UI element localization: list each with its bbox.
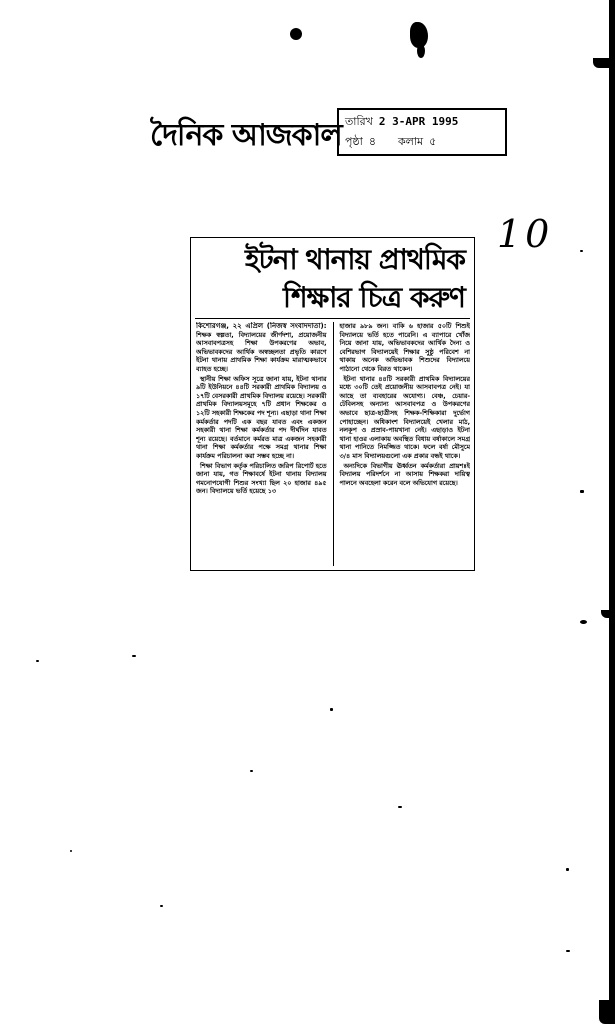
stamp-date-row — [345, 112, 499, 132]
stamp-column-label: কলাম — [397, 135, 424, 148]
scan-edge-notch — [599, 1000, 615, 1024]
newspaper-masthead: দৈনিক আজকাল — [150, 118, 342, 153]
scan-speck — [398, 806, 402, 808]
scan-speck — [580, 250, 583, 252]
scan-speck — [36, 660, 39, 662]
handwritten-page-number: 10 — [497, 212, 554, 256]
punch-hole-mark — [290, 28, 302, 40]
headline-line-2: শিক্ষার চিত্র করুণ — [283, 281, 465, 314]
scan-speck — [160, 905, 163, 907]
scan-speck — [566, 868, 569, 871]
scan-right-edge — [609, 0, 615, 1024]
punch-hole-mark — [417, 44, 425, 58]
article-column-1 — [196, 322, 327, 566]
article-paragraph — [196, 322, 327, 374]
article-headline — [197, 241, 465, 317]
headline-line-1: ইটনা থানায় প্রাথমিক — [244, 243, 465, 276]
scan-speck — [580, 620, 587, 624]
article-paragraph: স্থানীয় শিক্ষা অফিস সূত্রে জানা যায়, ইটনা থানার ৯টি ইউনিয়নে ৪৪টি সরকারী প্রাথমিক বিদ্যালয় ও ১৭টি বেসরকারী প্রাথমিক বিদ্যালয় রয়েছে। সরকারী প্রাথমিক বিদ্যালয়সমূহে ৭টি প্রধান শিক্ষকের ও ১২টি সহকারী শিক্ষকের পদ শূন্য। এছাড়া থানা শিক্ষা কর্মকর্তার পদটি এক বছর যাবত এবং একজন সহকারী থানা শিক্ষা কর্মকর্তার পদ দীর্ঘদিন যাবত শূন্য রয়েছে। বর্তমানে কর্মরত মাত্র একজন সহকারী থানা শিক্ষা কর্মকর্তার পক্ষে সমগ্র থানার শিক্ষা কার্যক্রম পরিচালনা করা সম্ভব হচ্ছে না। — [196, 374, 327, 460]
article-paragraph: অন্যদিকে বিভাগীয় ঊর্ধ্বতন কর্মকর্তারা প্রায়শঃই বিদ্যালয় পরিদর্শনে না আসায় শিক্ষকরা দায়িত্ব পালনে অবহেলা করেন বলে অভিযোগ রয়েছে। — [339, 461, 470, 487]
article-paragraph: ইটনা থানার ৪৪টি সরকারী প্রাথমিক বিদ্যালয়ের মধ্যে ৩০টি তেই প্রয়োজনীয় আসবাবপত্র নেই। যা আছে তা ব্যবহারের অযোগ্য। বেঞ্চ, চেয়ার-টেবিলসহ অন্যান্য আসবাবপত্র ও উপকরণের অভাবে ছাত্র-ছাত্রীসহ শিক্ষক-শিক্ষিকারা দুর্ভোগ পোহাচ্ছেন। অধিকাংশ বিদ্যালয়েই খেলার মাঠ, নলকূপ ও প্রস্রাব-পায়খানা নেই। এছাড়াও ইটনা থানা হাওর এলাকায় অবস্থিত বিধায় বর্ষাকালে সমগ্র থানা পানিতে নিমজ্জিত থাকে। ফলে বর্ষা মৌসুমে ৩/৪ মাস বিদ্যালয়গুলো এক প্রকার বন্ধই থাকে। — [339, 374, 470, 460]
article-body — [196, 322, 470, 566]
stamp-page-row — [345, 132, 499, 152]
headline-divider — [195, 318, 470, 319]
article-paragraph-text: শিক্ষক স্বল্পতা, বিদ্যালয়ের জীর্ণদশা, প্রয়োজনীয় আসবাবপত্রসহ শিক্ষা উপকরণের অভাব, অভিভাবকদের আর্থিক অস্বচ্ছলতা প্রভৃতি কারণে ইটনা থানায় প্রাথমিক শিক্ষা কার্যক্রম মারাত্মকভাবে ব্যাহত হচ্ছে। — [196, 330, 327, 373]
archive-date-stamp — [337, 108, 507, 156]
column-divider — [333, 322, 334, 566]
stamp-column-value: ৫ — [429, 135, 437, 148]
scan-speck — [566, 950, 570, 952]
stamp-page-label: পৃষ্ঠা — [345, 135, 363, 148]
stamp-date-label: তারিখ — [345, 115, 373, 128]
article-dateline: কিশোরগঞ্জ, ২২ এপ্রিল (নিজস্ব সংবাদদাতা): — [196, 322, 327, 330]
article-paragraph: হাজার ৯৮৯ জন। বাকি ৬ হাজার ৫০টি শিশুই বিদ্যালয়ে ভর্তি হতে পারেনি। এ ব্যাপারে খোঁজ নিয়ে জানা যায়, অভিভাবকদের আর্থিক দৈন্য ও বেশিরভাগ বিদ্যালয়েই শিক্ষার সুষ্ঠু পরিবেশ না থাকায় অনেক অভিভাবক শিশুদের বিদ্যালয়ে পাঠানো থেকে বিরত থাকেন। — [339, 322, 470, 373]
stamp-date-value: 2 3-APR 1995 — [378, 115, 459, 128]
scan-speck — [70, 850, 72, 852]
scan-speck — [132, 655, 136, 657]
scan-speck — [330, 708, 333, 711]
stamp-page-value: ৪ — [368, 135, 376, 148]
scan-edge-notch — [601, 610, 615, 618]
scan-speck — [580, 490, 584, 493]
news-clipping — [190, 237, 475, 571]
scan-edge-notch — [593, 58, 615, 68]
article-column-2 — [339, 322, 470, 566]
article-paragraph: শিক্ষা বিভাগ কর্তৃক পরিচালিত জরিপ রিপোর্ট হতে জানা যায়, গত শিক্ষাবর্ষে ইটনা থানায় বিদ্যালয় গমনোপযোগী শিশুর সংখ্যা ছিল ২০ হাজার ৪৯৫ জন। বিদ্যালয়ে ভর্তি হয়েছে ১৩ — [196, 461, 327, 496]
scan-speck — [250, 770, 253, 772]
